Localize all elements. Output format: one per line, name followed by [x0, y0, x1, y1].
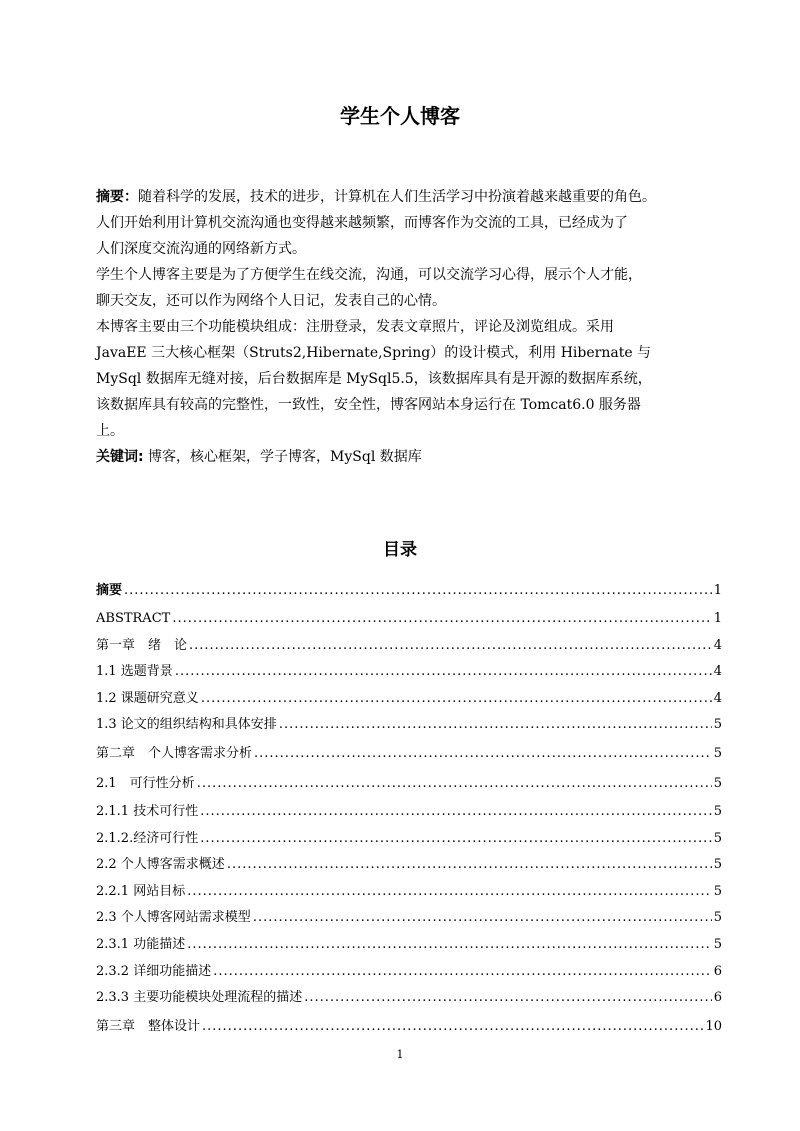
toc-entry[interactable] [96, 932, 722, 959]
abstract-text: 随着科学的发展，技术的进步，计算机在人们生活学习中扮演着越来越重要的角色。 [138, 189, 656, 205]
toc-entry-page: 10 [705, 1018, 722, 1034]
abstract-section [96, 184, 746, 470]
toc-title: 目录 [383, 540, 417, 560]
toc-entry-label: 1.3 论文的组织结构和具体安排 [96, 717, 277, 733]
toc-entry[interactable] [96, 985, 722, 1012]
toc-entry-label: 2.3.2 详细功能描述 [96, 963, 212, 979]
toc-entry[interactable] [96, 826, 722, 853]
abstract-line: 聊天交友，还可以作为网络个人日记，发表自己的心情。 [96, 293, 446, 309]
toc-entry-page: 1 [713, 611, 722, 626]
toc-entry-label: 2.3 个人博客网站需求模型 [96, 910, 251, 926]
toc-leader-dots [200, 826, 712, 852]
toc-entry-label: ABSTRACT [96, 611, 171, 626]
toc-leader-dots [200, 799, 712, 825]
toc-entry-page: 4 [713, 637, 722, 653]
toc-entry-page: 5 [713, 830, 722, 846]
toc-leader-dots [124, 576, 712, 606]
toc-entry-label: 2.3.1 功能描述 [96, 936, 186, 952]
toc-leader-dots [201, 686, 712, 712]
toc-entry[interactable] [96, 959, 722, 986]
toc-leader-dots [213, 959, 712, 985]
toc-entry[interactable] [96, 769, 722, 799]
toc-entry-label: 2.2.1 网站目标 [96, 883, 186, 899]
toc-entry-page: 5 [713, 936, 722, 952]
page-title: 学生个人博客 [340, 104, 460, 128]
abstract-line: MySql 数据库无缝对接，后台数据库是 MySql5.5，该数据库具有是开源的数据库系统， [96, 371, 652, 387]
toc-entry-page: 5 [713, 745, 722, 761]
abstract-line [96, 184, 746, 210]
toc-entry[interactable] [96, 852, 722, 879]
toc-entry-page: 5 [713, 803, 722, 819]
keywords-label: 关键词: [96, 449, 144, 465]
toc-leader-dots [227, 852, 712, 878]
toc-entry-page: 6 [713, 963, 722, 979]
toc-entry[interactable] [96, 576, 722, 606]
abstract-line: 学生个人博客主要是为了方便学生在线交流，沟通，可以交流学习心得，展示个人才能， [96, 267, 642, 283]
table-of-contents [96, 576, 722, 1042]
toc-entry-label: 2.2 个人博客需求概述 [96, 857, 225, 873]
toc-entry[interactable] [96, 686, 722, 713]
toc-leader-dots [202, 1012, 703, 1042]
abstract-label: 摘要： [96, 189, 138, 205]
toc-entry[interactable] [96, 799, 722, 826]
toc-entry-label: 1.1 选题背景 [96, 664, 173, 680]
abstract-line: JavaEE 三大核心框架（Struts2,Hibernate,Spring）的设计模式，利用 Hibernate 与 [96, 345, 652, 361]
toc-leader-dots [197, 769, 712, 799]
toc-entry-page: 5 [713, 883, 722, 899]
toc-entry[interactable] [96, 659, 722, 686]
page-number: 1 [396, 1048, 404, 1061]
toc-entry[interactable] [96, 905, 722, 932]
toc-entry[interactable] [96, 633, 722, 660]
toc-entry-page: 5 [713, 775, 722, 791]
abstract-line: 人们深度交流沟通的网络新方式。 [96, 241, 306, 257]
toc-entry[interactable] [96, 739, 722, 769]
toc-entry-page: 5 [713, 717, 722, 733]
toc-leader-dots [172, 606, 711, 632]
toc-entry-label: 2.3.3 主要功能模块处理流程的描述 [96, 990, 303, 1006]
toc-leader-dots [175, 659, 712, 685]
toc-entry-page: 5 [713, 910, 722, 926]
toc-leader-dots [279, 712, 712, 738]
toc-entry-label: 第三章 整体设计 [96, 1018, 201, 1034]
toc-leader-dots [304, 985, 712, 1011]
keywords-line [96, 444, 746, 470]
toc-entry-label: 2.1.2.经济可行性 [96, 830, 199, 846]
keywords-text: 博客，核心框架，学子博客，MySql 数据库 [143, 449, 422, 465]
toc-entry-label: 第二章 个人博客需求分析 [96, 745, 253, 761]
toc-leader-dots [254, 739, 712, 769]
toc-entry-page: 1 [713, 583, 722, 598]
abstract-line: 本博客主要由三个功能模块组成：注册登录，发表文章照片，评论及浏览组成。采用 [96, 319, 614, 335]
toc-entry[interactable] [96, 879, 722, 906]
toc-entry[interactable] [96, 1012, 722, 1042]
toc-entry-page: 4 [713, 690, 722, 706]
toc-leader-dots [253, 905, 712, 931]
toc-entry-page: 4 [713, 664, 722, 680]
toc-leader-dots [189, 633, 712, 659]
toc-entry-label: 2.1 可行性分析 [96, 775, 195, 791]
toc-entry[interactable] [96, 712, 722, 739]
toc-leader-dots [187, 879, 712, 905]
abstract-line: 人们开始利用计算机交流沟通也变得越来越频繁，而博客作为交流的工具，已经成为了 [96, 215, 628, 231]
toc-entry-label: 第一章 绪 论 [96, 637, 188, 653]
abstract-line: 上。 [96, 423, 124, 439]
abstract-line: 该数据库具有较高的完整性，一致性，安全性，博客网站本身运行在 Tomcat6.0 服务器 [96, 397, 641, 413]
toc-leader-dots [187, 932, 712, 958]
toc-entry-label: 1.2 课题研究意义 [96, 690, 199, 706]
toc-entry[interactable] [96, 606, 722, 633]
toc-entry-page: 5 [713, 857, 722, 873]
toc-entry-page: 6 [713, 990, 722, 1006]
toc-entry-label: 摘要 [96, 583, 123, 598]
toc-entry-label: 2.1.1 技术可行性 [96, 803, 199, 819]
